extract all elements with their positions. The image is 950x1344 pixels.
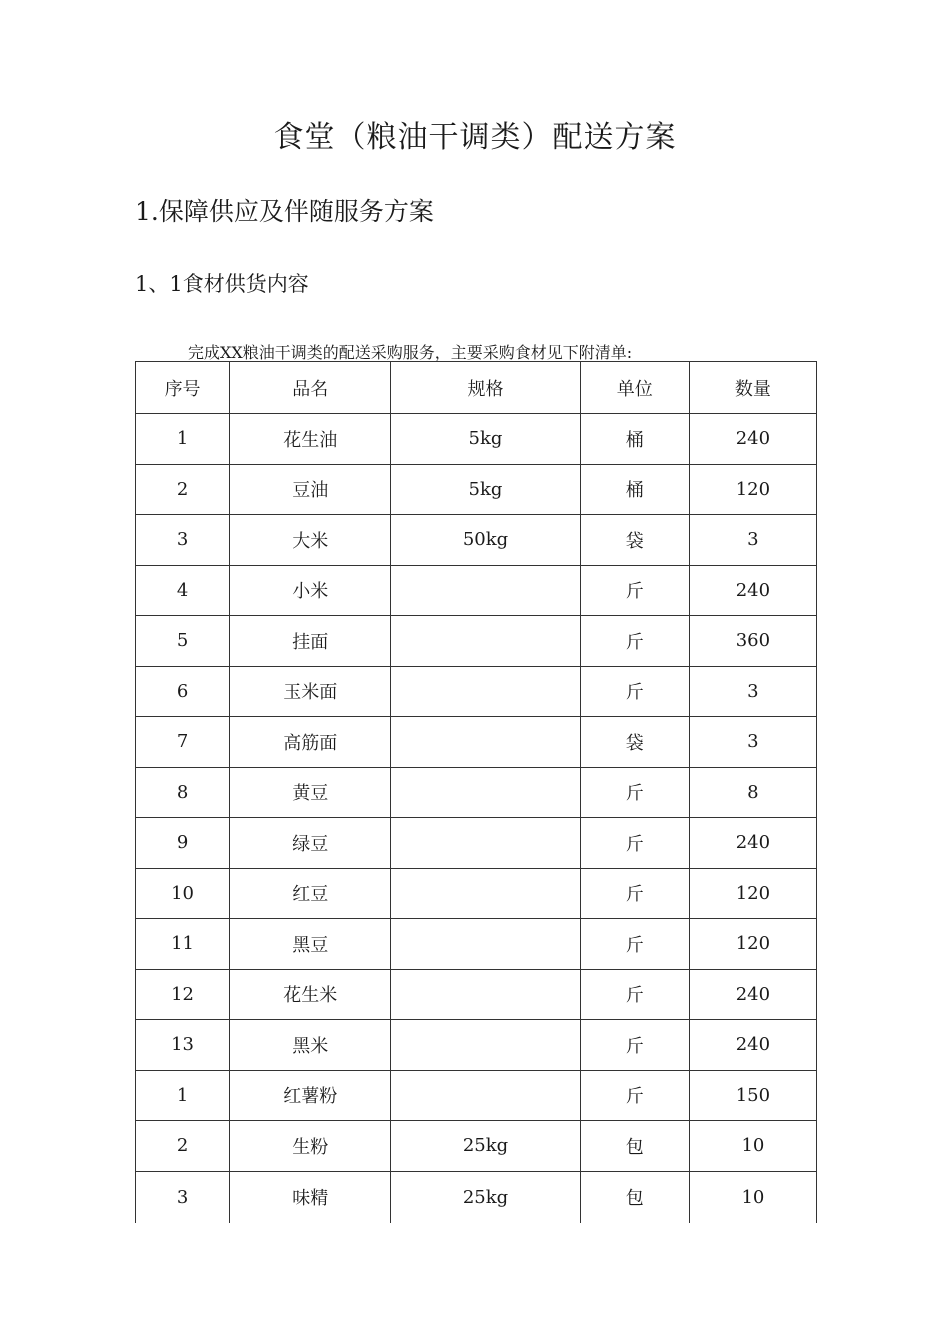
cell-quantity: 240 <box>689 565 816 616</box>
cell-quantity: 120 <box>689 919 816 970</box>
cell-index: 7 <box>136 717 230 768</box>
table-row <box>136 464 817 515</box>
cell-spec <box>391 1020 580 1071</box>
header-index: 序号 <box>136 362 230 414</box>
section-heading: 1.保障供应及伴随服务方案 <box>135 197 434 226</box>
table-row <box>136 515 817 566</box>
cell-index: 10 <box>136 868 230 919</box>
cell-item-name: 大米 <box>230 515 391 566</box>
cell-item-name: 小米 <box>230 565 391 616</box>
cell-item-name: 花生米 <box>230 969 391 1020</box>
cell-index: 2 <box>136 464 230 515</box>
cell-item-name: 豆油 <box>230 464 391 515</box>
cell-item-name: 黑米 <box>230 1020 391 1071</box>
cell-spec <box>391 969 580 1020</box>
cell-item-name: 黄豆 <box>230 767 391 818</box>
cell-quantity: 360 <box>689 616 816 667</box>
table-row <box>136 1171 817 1223</box>
cell-unit: 斤 <box>580 1070 689 1121</box>
table-row <box>136 1121 817 1172</box>
header-unit: 单位 <box>580 362 689 414</box>
cell-spec <box>391 868 580 919</box>
cell-quantity: 8 <box>689 767 816 818</box>
header-item-name: 品名 <box>230 362 391 414</box>
cell-index: 4 <box>136 565 230 616</box>
cell-index: 8 <box>136 767 230 818</box>
cell-quantity: 240 <box>689 414 816 465</box>
cell-index: 13 <box>136 1020 230 1071</box>
table-row <box>136 1020 817 1071</box>
cell-index: 1 <box>136 414 230 465</box>
cell-index: 5 <box>136 616 230 667</box>
ingredient-table <box>135 361 817 1223</box>
cell-index: 3 <box>136 515 230 566</box>
cell-item-name: 花生油 <box>230 414 391 465</box>
cell-unit: 斤 <box>580 969 689 1020</box>
cell-index: 11 <box>136 919 230 970</box>
cell-index: 1 <box>136 1070 230 1121</box>
cell-spec: 25kg <box>391 1121 580 1172</box>
cell-unit: 包 <box>580 1171 689 1223</box>
cell-spec <box>391 666 580 717</box>
cell-index: 12 <box>136 969 230 1020</box>
cell-unit: 斤 <box>580 1020 689 1071</box>
cell-spec <box>391 919 580 970</box>
cell-spec <box>391 818 580 869</box>
table-row <box>136 666 817 717</box>
table-row <box>136 717 817 768</box>
cell-item-name: 味精 <box>230 1171 391 1223</box>
cell-unit: 桶 <box>580 414 689 465</box>
cell-spec <box>391 717 580 768</box>
cell-index: 3 <box>136 1171 230 1223</box>
cell-unit: 袋 <box>580 515 689 566</box>
table-row <box>136 919 817 970</box>
table-body <box>136 414 817 1224</box>
cell-unit: 斤 <box>580 767 689 818</box>
cell-unit: 斤 <box>580 666 689 717</box>
table-row <box>136 868 817 919</box>
header-spec: 规格 <box>391 362 580 414</box>
intro-paragraph: 完成XX粮油干调类的配送采购服务，主要采购食材见下附清单: <box>188 343 633 362</box>
cell-quantity: 240 <box>689 969 816 1020</box>
cell-quantity: 10 <box>689 1171 816 1223</box>
cell-spec <box>391 1070 580 1121</box>
table-row <box>136 818 817 869</box>
cell-spec: 5kg <box>391 464 580 515</box>
cell-quantity: 150 <box>689 1070 816 1121</box>
cell-quantity: 3 <box>689 717 816 768</box>
table-row <box>136 565 817 616</box>
cell-spec: 25kg <box>391 1171 580 1223</box>
table-header-row <box>136 362 817 414</box>
cell-item-name: 挂面 <box>230 616 391 667</box>
table-row <box>136 767 817 818</box>
cell-quantity: 10 <box>689 1121 816 1172</box>
cell-unit: 斤 <box>580 919 689 970</box>
cell-spec <box>391 565 580 616</box>
cell-item-name: 绿豆 <box>230 818 391 869</box>
table-row <box>136 1070 817 1121</box>
cell-spec: 50kg <box>391 515 580 566</box>
cell-item-name: 高筋面 <box>230 717 391 768</box>
document-title: 食堂（粮油干调类）配送方案 <box>273 120 677 155</box>
cell-quantity: 120 <box>689 868 816 919</box>
cell-unit: 斤 <box>580 868 689 919</box>
cell-item-name: 黑豆 <box>230 919 391 970</box>
cell-unit: 包 <box>580 1121 689 1172</box>
cell-quantity: 3 <box>689 666 816 717</box>
cell-quantity: 120 <box>689 464 816 515</box>
cell-unit: 斤 <box>580 565 689 616</box>
cell-index: 9 <box>136 818 230 869</box>
cell-spec <box>391 767 580 818</box>
table-row <box>136 414 817 465</box>
cell-item-name: 红薯粉 <box>230 1070 391 1121</box>
table-row <box>136 616 817 667</box>
cell-unit: 斤 <box>580 616 689 667</box>
cell-unit: 斤 <box>580 818 689 869</box>
cell-quantity: 240 <box>689 1020 816 1071</box>
header-quantity: 数量 <box>689 362 816 414</box>
table-row <box>136 969 817 1020</box>
cell-index: 6 <box>136 666 230 717</box>
cell-index: 2 <box>136 1121 230 1172</box>
cell-item-name: 红豆 <box>230 868 391 919</box>
cell-quantity: 3 <box>689 515 816 566</box>
cell-spec <box>391 616 580 667</box>
cell-item-name: 生粉 <box>230 1121 391 1172</box>
cell-unit: 袋 <box>580 717 689 768</box>
cell-unit: 桶 <box>580 464 689 515</box>
subsection-heading: 1、1食材供货内容 <box>135 272 309 296</box>
cell-spec: 5kg <box>391 414 580 465</box>
cell-item-name: 玉米面 <box>230 666 391 717</box>
cell-quantity: 240 <box>689 818 816 869</box>
